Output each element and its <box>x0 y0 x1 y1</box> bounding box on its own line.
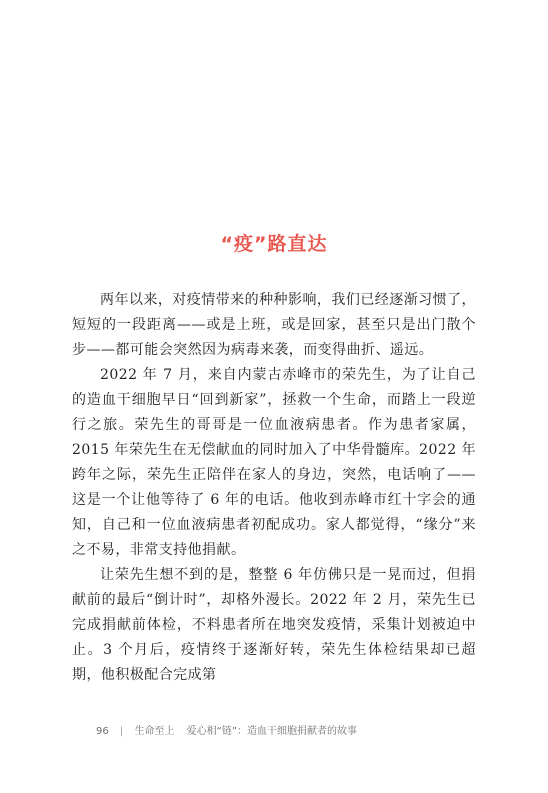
paragraph: 两年以来，对疫情带来的种种影响，我们已经逐渐习惯了，短短的一段距离——或是上班，或是回家，甚至只是出门散个步——都可能会突然因为病毒来袭，而变得曲折、遥远。 <box>72 292 476 358</box>
footer-separator: | <box>119 726 124 737</box>
book-subtitle: 爱心相“链”：造血干细胞捐献者的故事 <box>186 726 358 737</box>
body-text <box>72 288 476 688</box>
page-footer <box>96 722 357 737</box>
paragraph: 让荣先生想不到的是，整整 6 年仿佛只是一晃而过，但捐献前的最后“倒计时”，却格外漫长。2022 年 2 月，荣先生已完成捐献前体检，不料患者所在地突发疫情，采集计划被迫中止。3 个月后，疫情终于逐渐好转，荣先生体检结果却已超期，他积极配合完成第 <box>72 567 476 683</box>
page-number: 96 <box>96 726 109 737</box>
book-title: 生命至上 <box>134 726 175 737</box>
paragraph: 2022 年 7 月，来自内蒙古赤峰市的荣先生，为了让自己的造血干细胞早日“回到新家”，拯救一个生命，而踏上一段逆行之旅。荣先生的哥哥是一位血液病患者。作为患者家属，2015 年荣先生在无偿献血的同时加入了中华骨髓库。2022 年跨年之际，荣先生正陪伴在家人的身边，突然，电话响了——这是一个让他等待了 6 年的电话。他收到赤峰市红十字会的通知，自己和一位血液病患者初配成功。家人都觉得，“缘分”来之不易，非常支持他捐献。 <box>72 367 476 558</box>
chapter-title: “疫”路直达 <box>220 233 328 255</box>
